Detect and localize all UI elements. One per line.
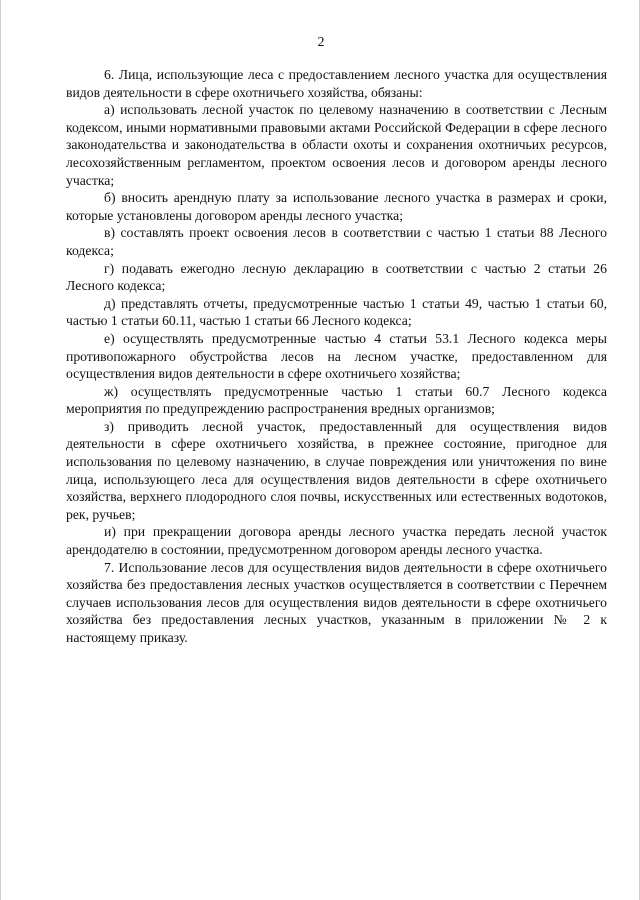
paragraph-6i: и) при прекращении договора аренды лесного участка передать лесной участок арендодателю в состоянии, предусмотренном договором аренды лесного участка. <box>66 524 607 558</box>
paragraph-6d: д) представлять отчеты, предусмотренные частью 1 статьи 49, частью 1 статьи 60, частью 1 статьи 60.11, частью 1 статьи 66 Лесного кодекса; <box>66 295 607 329</box>
paragraph-6b: б) вносить арендную плату за использование лесного участка в размерах и сроки, которые установлены договором аренды лесного участка; <box>66 190 607 223</box>
paragraph-6v: в) составлять проект освоения лесов в соответствии с частью 1 статьи 88 Лесного кодекса; <box>66 225 607 258</box>
document-body <box>66 66 607 647</box>
paragraph-6z: з) приводить лесной участок, предоставленный для осуществления видов деятельности в сфере охотничьего хозяйства, в прежнее состояние, пригодное для использования по целевому назначению, в случае повреждения или уничтожения по вине лица, использующего леса для осуществления видов деятельности в сфере охотничьего хозяйства, верхнего плодородного слоя почвы, искусственных или естественных водотоков, рек, ручьев; <box>66 418 607 522</box>
page-number: 2 <box>317 35 325 50</box>
paragraph-6a: а) использовать лесной участок по целевому назначению в соответствии с Лесным кодексом, иными нормативными правовыми актами Российской Федерации в сфере лесного законодательства и законодательства в области охоты и сохранения охотничьих ресурсов, лесохозяйственным регламентом, проектом освоения лесов и договором аренды лесного участка; <box>66 102 607 188</box>
paragraph-7: 7. Использование лесов для осуществления видов деятельности в сфере охотничьего хозяйства без предоставления лесных участков осуществляется в соответствии с Перечнем случаев использования лесов для осуществления видов деятельности в сфере охотничьего хозяйства без предоставления лесных участков, указанным в приложении № 2 к настоящему приказу. <box>66 559 607 645</box>
paragraph-6g: г) подавать ежегодно лесную декларацию в соответствии с частью 2 статьи 26 Лесного кодекса; <box>66 260 607 294</box>
paragraph-6-intro: 6. Лица, использующие леса с предоставлением лесного участка для осуществления видов деятельности в сфере охотничьего хозяйства, обязаны: <box>66 67 607 100</box>
paragraph-6zh: ж) осуществлять предусмотренные частью 1 статьи 60.7 Лесного кодекса мероприятия по предупреждению распространения вредных организмов; <box>66 383 607 417</box>
paragraph-6e: е) осуществлять предусмотренные частью 4 статьи 53.1 Лесного кодекса меры противопожарного обустройства лесов на лесном участке, предоставленном для осуществления видов деятельности в сфере охотничьего хозяйства; <box>66 330 607 382</box>
